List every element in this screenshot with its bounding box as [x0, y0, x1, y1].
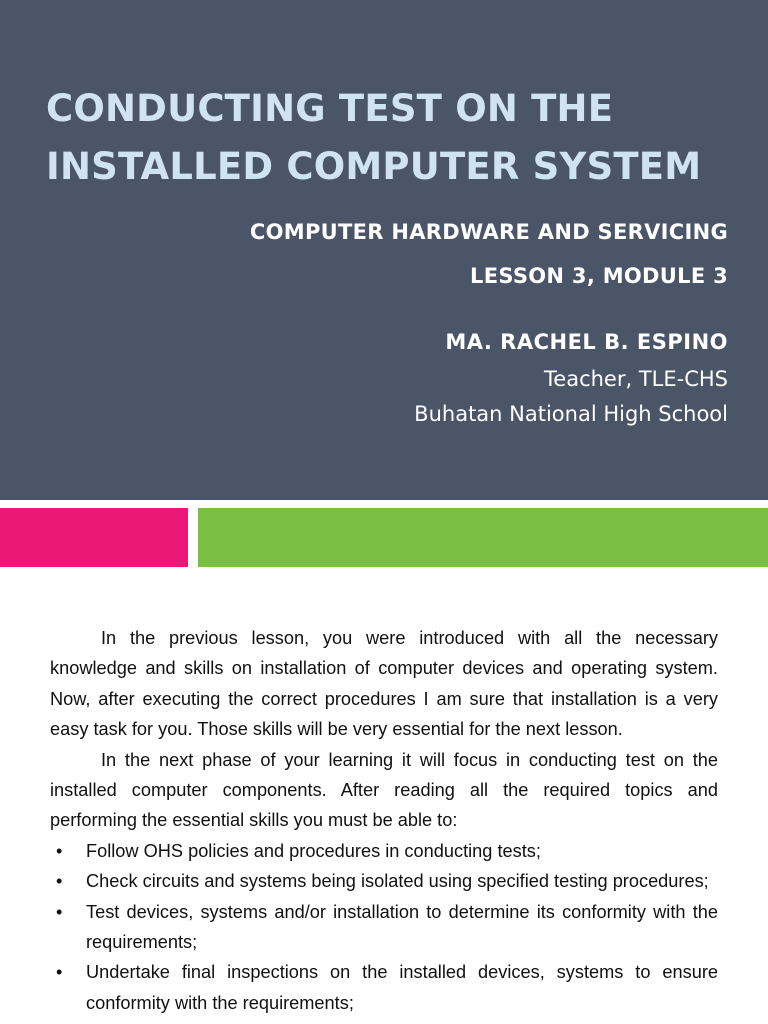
slide-title-line-2: INSTALLED COMPUTER SYSTEM [46, 145, 702, 188]
bullet-icon: • [56, 901, 63, 922]
bullet-icon: • [56, 840, 63, 861]
slide-title [46, 80, 746, 196]
objectives-list [50, 836, 718, 1018]
author-role: Teacher, TLE-CHS [544, 367, 728, 391]
list-item [50, 897, 718, 958]
lesson-subtitle: LESSON 3, MODULE 3 [470, 264, 728, 288]
list-item-text: Follow OHS policies and procedures in conducting tests; [86, 840, 541, 861]
list-item-text: Test devices, systems and/or installation to determine its conformity with the requirements; [86, 901, 718, 953]
bullet-icon: • [56, 962, 63, 983]
course-subtitle: COMPUTER HARDWARE AND SERVICING [249, 220, 728, 244]
bullet-icon: • [56, 871, 63, 892]
pink-accent-bar [0, 508, 188, 567]
list-item [50, 957, 718, 1018]
author-school: Buhatan National High School [414, 402, 728, 426]
slide-title-line-1: CONDUCTING TEST ON THE [46, 87, 614, 130]
list-item [50, 866, 718, 896]
list-item-text: Undertake final inspections on the installed devices, systems to ensure conformity with the requirements; [86, 962, 718, 1013]
list-item [50, 836, 718, 866]
list-item-text: Check circuits and systems being isolated using specified testing procedures; [86, 871, 709, 892]
author-name: MA. RACHEL B. ESPINO [445, 330, 728, 354]
intro-paragraph-2: In the next phase of your learning it will focus in conducting test on the installed computer components. After reading all the required topics and performing the essential skills you must be able to: [50, 749, 718, 831]
green-accent-bar [198, 508, 768, 567]
lesson-body [50, 623, 718, 1018]
title-banner [0, 0, 768, 500]
intro-paragraph-1: In the previous lesson, you were introduced with all the necessary knowledge and skills on installation of computer devices and operating system. Now, after executing the correct procedures I am sure that installation is a very easy task for you. Those skills will be very essential for the next lesson. [50, 628, 718, 740]
